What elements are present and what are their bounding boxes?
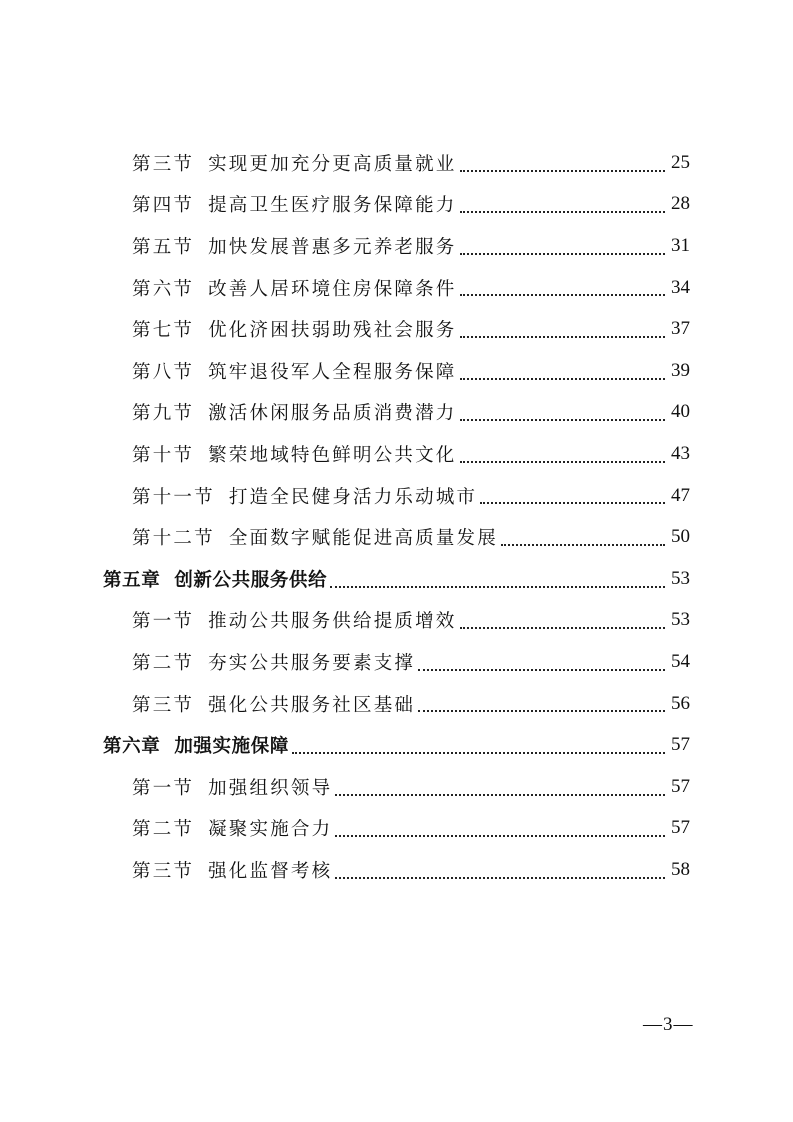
toc-entry-title: 激活休闲服务品质消费潜力	[208, 403, 457, 425]
toc-entry[interactable]	[132, 184, 690, 226]
toc-entry-title: 繁荣地域特色鲜明公共文化	[208, 444, 457, 466]
toc-entry-page: 39	[671, 359, 690, 381]
toc-entry-text	[132, 191, 457, 217]
toc-chapter-entry[interactable]	[103, 724, 690, 766]
toc-entry-text	[132, 233, 457, 259]
toc-entry[interactable]	[132, 766, 690, 808]
toc-entry[interactable]	[132, 475, 690, 517]
toc-entry-label: 第三节	[132, 153, 195, 175]
toc-entry-text	[132, 275, 457, 301]
toc-entry-page: 58	[671, 858, 690, 880]
toc-entry-text	[132, 316, 457, 342]
toc-entry[interactable]	[132, 267, 690, 309]
toc-entry-label: 第十一节	[132, 486, 215, 508]
toc-entry-text	[132, 857, 332, 883]
toc-entry-label: 第六节	[132, 278, 195, 300]
toc-entry-title: 夯实公共服务要素支撑	[208, 652, 416, 674]
toc-entry-title: 强化监督考核	[208, 860, 333, 882]
toc-entry-title: 提高卫生医疗服务保障能力	[208, 195, 457, 217]
toc-entry-label: 第二节	[132, 652, 195, 674]
toc-entry[interactable]	[132, 641, 690, 683]
toc-entry-page: 40	[671, 401, 690, 423]
toc-entry-title: 全面数字赋能促进高质量发展	[228, 528, 498, 550]
dot-leader	[480, 501, 665, 504]
toc-entry-label: 第五节	[132, 236, 195, 258]
toc-entry-page: 43	[671, 442, 690, 464]
toc-entry-label: 第四节	[132, 195, 195, 217]
toc-entry-text	[103, 566, 327, 592]
toc-entry[interactable]	[132, 849, 690, 891]
dot-leader	[335, 834, 665, 837]
toc-entry-title: 实现更加充分更高质量就业	[208, 153, 457, 175]
toc-entry-page: 25	[671, 151, 690, 173]
toc-entry-label: 第二节	[132, 819, 195, 841]
toc-entry[interactable]	[132, 225, 690, 267]
toc-entry-title: 强化公共服务社区基础	[208, 694, 416, 716]
toc-entry-label: 第一节	[132, 611, 195, 633]
dot-leader	[460, 210, 665, 213]
toc-entry-page: 53	[671, 609, 690, 631]
dot-leader	[460, 293, 665, 296]
toc-entry-page: 50	[671, 526, 690, 548]
toc-entry-text	[132, 150, 457, 176]
dot-leader	[330, 585, 665, 588]
toc-entry-page: 57	[671, 775, 690, 797]
toc-entry-page: 56	[671, 692, 690, 714]
toc-entry-page: 37	[671, 318, 690, 340]
toc-entry-page: 54	[671, 650, 690, 672]
toc-entry-text	[132, 441, 457, 467]
toc-entry[interactable]	[132, 600, 690, 642]
dot-leader	[501, 543, 665, 546]
toc-entry-page: 57	[671, 734, 690, 756]
dot-leader	[460, 169, 665, 172]
toc-entry-title: 凝聚实施合力	[208, 819, 333, 841]
dot-leader	[460, 460, 665, 463]
toc-entry-text	[132, 649, 415, 675]
toc-entry-title: 加强实施保障	[174, 736, 289, 758]
dot-leader	[335, 793, 665, 796]
toc-entry-page: 57	[671, 817, 690, 839]
dot-leader	[460, 626, 665, 629]
toc-entry-label: 第七节	[132, 320, 195, 342]
toc-entry[interactable]	[132, 683, 690, 725]
toc-entry-text	[132, 774, 332, 800]
toc-entry-text	[132, 691, 415, 717]
toc-entry-label: 第三节	[132, 694, 195, 716]
toc-entry-title: 筑牢退役军人全程服务保障	[208, 361, 457, 383]
toc-entry-label: 第十节	[132, 444, 195, 466]
dot-leader	[460, 377, 665, 380]
toc-entry-page: 28	[671, 193, 690, 215]
toc-entry-title: 加强组织领导	[208, 777, 333, 799]
page-number-footer: —3—	[643, 1014, 694, 1035]
toc-entry-text	[132, 483, 477, 509]
toc-entry-text	[132, 524, 498, 550]
toc-entry-text	[103, 732, 289, 758]
toc-entry-text	[132, 607, 457, 633]
toc-entry-label: 第三节	[132, 860, 195, 882]
dot-leader	[418, 668, 665, 671]
toc-entry-title: 改善人居环境住房保障条件	[208, 278, 457, 300]
toc-entry-title: 加快发展普惠多元养老服务	[208, 236, 457, 258]
toc-entry-text	[132, 815, 332, 841]
toc-entry-page: 34	[671, 276, 690, 298]
toc-entry-title: 优化济困扶弱助残社会服务	[208, 320, 457, 342]
toc-entry-title: 创新公共服务供给	[174, 569, 328, 591]
toc-entry[interactable]	[132, 392, 690, 434]
toc-chapter-entry[interactable]	[103, 558, 690, 600]
toc-entry-title: 打造全民健身活力乐动城市	[228, 486, 478, 508]
toc-entry-page: 53	[671, 567, 690, 589]
toc-entry-label: 第五章	[103, 569, 161, 591]
dot-leader	[335, 876, 665, 879]
toc-entry-text	[132, 399, 457, 425]
toc-entry-label: 第一节	[132, 777, 195, 799]
dot-leader	[460, 252, 665, 255]
toc-entry-page: 47	[671, 484, 690, 506]
dot-leader	[292, 751, 665, 754]
toc-entry-label: 第九节	[132, 403, 195, 425]
table-of-contents	[0, 142, 793, 891]
toc-entry-label: 第八节	[132, 361, 195, 383]
dot-leader	[460, 418, 665, 421]
toc-entry[interactable]	[132, 350, 690, 392]
toc-entry[interactable]	[132, 308, 690, 350]
dot-leader	[460, 335, 665, 338]
toc-entry-text	[132, 358, 457, 384]
toc-entry-page: 31	[671, 234, 690, 256]
toc-entry[interactable]	[132, 433, 690, 475]
toc-entry[interactable]	[132, 516, 690, 558]
toc-entry-title: 推动公共服务供给提质增效	[208, 611, 457, 633]
dot-leader	[418, 709, 665, 712]
toc-entry[interactable]	[132, 142, 690, 184]
toc-entry-label: 第十二节	[132, 528, 215, 550]
toc-entry[interactable]	[132, 808, 690, 850]
toc-entry-label: 第六章	[103, 736, 161, 758]
